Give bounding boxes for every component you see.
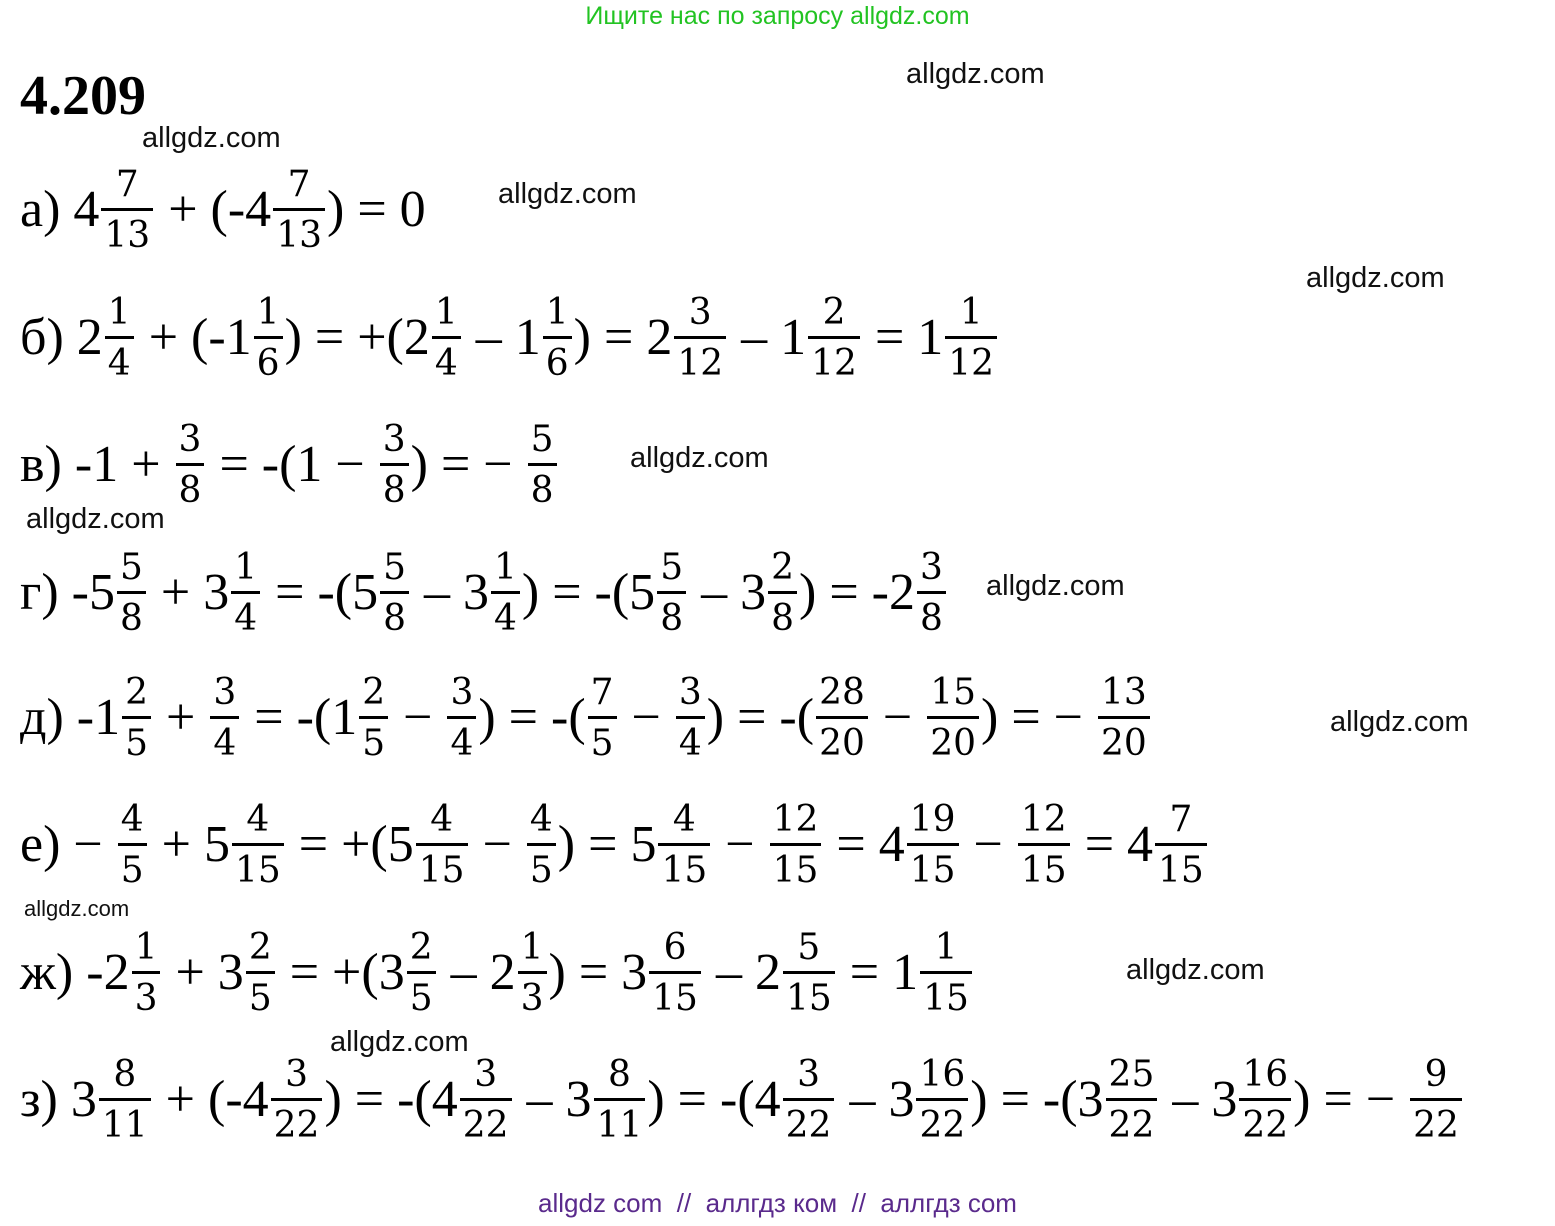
fraction (674, 292, 726, 384)
problem-v (20, 410, 559, 520)
denominator: 20 (816, 716, 868, 764)
watermark: allgdz.com (26, 503, 165, 535)
numerator: 7 (115, 164, 139, 206)
fraction (676, 672, 705, 764)
numerator: 3 (688, 292, 712, 334)
expression-text: – 2 (702, 944, 781, 1001)
problem-label: ж) (20, 944, 74, 1001)
numerator: 4 (430, 799, 454, 841)
expression-text: + (153, 689, 209, 746)
exercise-number: 4.209 (20, 65, 146, 127)
denominator: 4 (105, 336, 134, 384)
expression-text: ) = 0 (327, 181, 426, 238)
problem-e (20, 790, 1209, 900)
denominator: 15 (658, 843, 710, 891)
fraction (122, 672, 151, 764)
watermark: allgdz.com (1330, 706, 1469, 738)
fraction (594, 1054, 646, 1146)
fraction (232, 799, 284, 891)
expression-text: = 4 (1071, 816, 1154, 873)
problem-d (20, 663, 1152, 773)
numerator: 1 (545, 292, 569, 334)
fraction (101, 164, 153, 256)
numerator: 2 (409, 927, 433, 969)
denominator: 4 (447, 716, 476, 764)
denominator: 5 (122, 716, 151, 764)
numerator: 9 (1424, 1054, 1448, 1096)
problem-a (20, 155, 426, 265)
expression-text: = -(1 − (206, 436, 378, 493)
numerator: 1 (234, 547, 258, 589)
problem-label: е) (20, 816, 61, 873)
expression-text: ) = -(4 (647, 1071, 781, 1128)
denominator: 4 (231, 591, 260, 639)
expression-text: − (469, 816, 525, 873)
problem-label: в) (20, 436, 62, 493)
fraction (770, 799, 822, 891)
numerator: 3 (285, 1054, 308, 1096)
fraction (1155, 799, 1207, 891)
numerator: 1 (494, 547, 517, 589)
numerator: 28 (819, 672, 865, 714)
problem-label: г) (20, 564, 59, 621)
denominator: 20 (1098, 716, 1150, 764)
search-banner: Ищите нас по запросу allgdz.com (585, 2, 970, 30)
fraction (527, 799, 556, 891)
expression-text: -5 (58, 564, 115, 621)
fraction (588, 672, 617, 764)
denominator: 15 (649, 971, 701, 1019)
fraction (118, 799, 147, 891)
fraction (432, 292, 461, 384)
numerator: 1 (934, 927, 958, 969)
fraction (1410, 1054, 1462, 1146)
fraction (907, 799, 959, 891)
fraction (927, 672, 979, 764)
denominator: 8 (117, 591, 146, 639)
numerator: 19 (909, 799, 956, 841)
denominator: 3 (132, 971, 161, 1019)
problem-zh (20, 918, 974, 1028)
expression-text: -2 (73, 944, 130, 1001)
denominator: 11 (594, 1098, 646, 1146)
numerator: 1 (959, 292, 983, 334)
numerator: 4 (246, 799, 270, 841)
footer-links: allgdz com // аллгдз ком // аллгдз com (538, 1188, 1017, 1218)
denominator: 8 (380, 463, 409, 511)
fraction (416, 799, 468, 891)
numerator: 12 (772, 799, 819, 841)
denominator: 8 (176, 463, 205, 511)
expression-text: 3 (57, 1071, 97, 1128)
problem-z (20, 1045, 1464, 1155)
expression-text: ) = -( (478, 689, 586, 746)
fraction (916, 1054, 968, 1146)
numerator: 3 (919, 547, 943, 589)
numerator: 3 (213, 672, 237, 714)
denominator: 15 (1155, 843, 1207, 891)
denominator: 22 (1106, 1098, 1158, 1146)
denominator: 22 (1410, 1098, 1462, 1146)
expression-text: + (-4 (152, 1071, 269, 1128)
fraction (99, 1054, 151, 1146)
denominator: 8 (917, 591, 946, 639)
denominator: 15 (232, 843, 284, 891)
expression-text: + (-1 (135, 309, 252, 366)
fraction (658, 799, 710, 891)
denominator: 8 (768, 591, 797, 639)
expression-text: – 1 (728, 309, 807, 366)
denominator: 6 (543, 336, 572, 384)
expression-text: ) = -(3 (970, 1071, 1104, 1128)
numerator: 2 (125, 672, 149, 714)
expression-text: – 2 (437, 944, 516, 1001)
denominator: 15 (770, 843, 822, 891)
numerator: 12 (1020, 799, 1067, 841)
watermark: allgdz.com (630, 442, 769, 474)
expression-text: – 3 (411, 564, 489, 621)
denominator: 20 (927, 716, 979, 764)
expression-text: = -(1 (241, 689, 358, 746)
numerator: 8 (608, 1054, 631, 1096)
numerator: 3 (382, 419, 406, 461)
fraction (246, 927, 275, 1019)
expression-text: ) = 2 (573, 309, 673, 366)
fraction (380, 419, 409, 511)
numerator: 25 (1108, 1054, 1155, 1096)
numerator: 2 (822, 292, 846, 334)
problem-label: з) (20, 1071, 58, 1128)
denominator: 15 (1018, 843, 1070, 891)
expression-text: − (869, 689, 926, 746)
fraction (407, 927, 436, 1019)
numerator: 2 (771, 547, 794, 589)
numerator: 7 (1169, 799, 1193, 841)
watermark: allgdz.com (498, 178, 637, 210)
expression-text: ) = − (981, 689, 1096, 746)
denominator: 4 (491, 591, 520, 639)
denominator: 3 (518, 971, 547, 1019)
denominator: 22 (783, 1098, 835, 1146)
numerator: 1 (256, 292, 280, 334)
watermark: allgdz.com (986, 570, 1125, 602)
fraction (768, 547, 797, 639)
numerator: 6 (663, 927, 687, 969)
numerator: 16 (1242, 1054, 1289, 1096)
expression-text: = -(5 (262, 564, 379, 621)
fraction (543, 292, 572, 384)
denominator: 8 (657, 591, 686, 639)
numerator: 1 (107, 292, 131, 334)
numerator: 5 (660, 547, 684, 589)
fraction (460, 1054, 512, 1146)
fraction (176, 419, 205, 511)
expression-text: -1 + (61, 436, 174, 493)
fraction (649, 927, 701, 1019)
fraction (816, 672, 868, 764)
problem-label: б) (20, 309, 64, 366)
expression-text: + (-4 (155, 181, 272, 238)
fraction (117, 547, 146, 639)
fraction (528, 419, 557, 511)
fraction (210, 672, 239, 764)
fraction (105, 292, 134, 384)
numerator: 13 (1100, 672, 1147, 714)
expression-text: = +(3 (276, 944, 405, 1001)
denominator: 12 (674, 336, 726, 384)
fraction (808, 292, 860, 384)
numerator: 7 (590, 672, 614, 714)
denominator: 22 (916, 1098, 968, 1146)
denominator: 4 (432, 336, 461, 384)
denominator: 4 (210, 716, 239, 764)
denominator: 5 (118, 843, 147, 891)
expression-text: – 1 (462, 309, 541, 366)
numerator: 4 (529, 799, 553, 841)
expression-text: -1 (63, 689, 121, 746)
fraction (231, 547, 260, 639)
denominator: 22 (1239, 1098, 1291, 1146)
numerator: 1 (434, 292, 458, 334)
fraction (491, 547, 520, 639)
numerator: 3 (178, 419, 202, 461)
numerator: 5 (797, 927, 821, 969)
expression-text: ) = -( (706, 689, 815, 746)
fraction (1106, 1054, 1158, 1146)
fraction (518, 927, 547, 1019)
fraction (1018, 799, 1070, 891)
expression-text: – 3 (513, 1071, 592, 1128)
fraction (132, 927, 161, 1019)
denominator: 8 (528, 463, 557, 511)
numerator: 1 (134, 927, 158, 969)
denominator: 22 (271, 1098, 323, 1146)
denominator: 4 (676, 716, 705, 764)
problem-label: а) (20, 181, 61, 238)
denominator: 8 (380, 591, 409, 639)
expression-text: + 3 (162, 944, 244, 1001)
denominator: 11 (99, 1098, 151, 1146)
expression-text: = +(5 (285, 816, 414, 873)
expression-text: = 1 (836, 944, 919, 1001)
fraction (1098, 672, 1150, 764)
fraction (657, 547, 686, 639)
expression-text: ) = 5 (557, 816, 657, 873)
expression-text: + 5 (148, 816, 230, 873)
numerator: 4 (672, 799, 696, 841)
numerator: 2 (362, 672, 386, 714)
denominator: 5 (527, 843, 556, 891)
fraction (380, 547, 409, 639)
numerator: 5 (383, 547, 406, 589)
expression-text: = 1 (861, 309, 944, 366)
denominator: 15 (920, 971, 972, 1019)
watermark: allgdz.com (906, 58, 1045, 90)
fraction (271, 1054, 323, 1146)
expression-text: ) = − (1293, 1071, 1409, 1128)
denominator: 5 (407, 971, 436, 1019)
expression-text: − (390, 689, 446, 746)
fraction (447, 672, 476, 764)
expression-text: ) = -2 (799, 564, 915, 621)
numerator: 5 (530, 419, 554, 461)
expression-text: – 3 (1159, 1071, 1238, 1128)
numerator: 1 (520, 927, 544, 969)
numerator: 3 (450, 672, 474, 714)
expression-text: ) = − (410, 436, 526, 493)
expression-text: ) = -(4 (324, 1071, 458, 1128)
expression-text: ) = +(2 (284, 309, 430, 366)
denominator: 15 (783, 971, 835, 1019)
fraction (273, 164, 325, 256)
watermark: allgdz.com (142, 122, 281, 154)
denominator: 6 (254, 336, 283, 384)
fraction (783, 927, 835, 1019)
expression-text: − (60, 816, 116, 873)
fraction (1239, 1054, 1291, 1146)
denominator: 12 (945, 336, 997, 384)
numerator: 3 (474, 1054, 498, 1096)
denominator: 5 (588, 716, 617, 764)
watermark: allgdz.com (24, 896, 130, 921)
fraction (917, 547, 946, 639)
numerator: 2 (248, 927, 272, 969)
fraction (920, 927, 972, 1019)
watermark: allgdz.com (1126, 954, 1265, 986)
numerator: 15 (930, 672, 977, 714)
numerator: 4 (120, 799, 144, 841)
expression-text: ) = 3 (548, 944, 648, 1001)
numerator: 3 (797, 1054, 820, 1096)
problem-g (20, 538, 948, 648)
problem-label: д) (20, 689, 64, 746)
numerator: 7 (287, 164, 311, 206)
denominator: 13 (273, 208, 325, 256)
numerator: 8 (113, 1054, 137, 1096)
numerator: 5 (119, 547, 143, 589)
numerator: 3 (678, 672, 702, 714)
numerator: 16 (919, 1054, 966, 1096)
fraction (945, 292, 997, 384)
fraction (254, 292, 283, 384)
watermark: allgdz.com (330, 1026, 469, 1058)
expression-text: ) = -(5 (521, 564, 656, 621)
fraction (783, 1054, 835, 1146)
expression-text: − (618, 689, 674, 746)
expression-text: − (712, 816, 768, 873)
expression-text: – 3 (688, 564, 767, 621)
denominator: 22 (460, 1098, 512, 1146)
denominator: 13 (101, 208, 153, 256)
denominator: 12 (808, 336, 860, 384)
expression-text: = 4 (823, 816, 905, 873)
expression-text: − (960, 816, 1016, 873)
watermark: allgdz.com (1306, 262, 1445, 294)
denominator: 15 (907, 843, 959, 891)
denominator: 5 (246, 971, 275, 1019)
expression-text: 4 (60, 181, 100, 238)
denominator: 5 (359, 716, 388, 764)
problem-b (20, 283, 999, 393)
denominator: 15 (416, 843, 468, 891)
expression-text: – 3 (836, 1071, 915, 1128)
expression-text: 2 (63, 309, 103, 366)
expression-text: + 3 (147, 564, 230, 621)
fraction (359, 672, 388, 764)
